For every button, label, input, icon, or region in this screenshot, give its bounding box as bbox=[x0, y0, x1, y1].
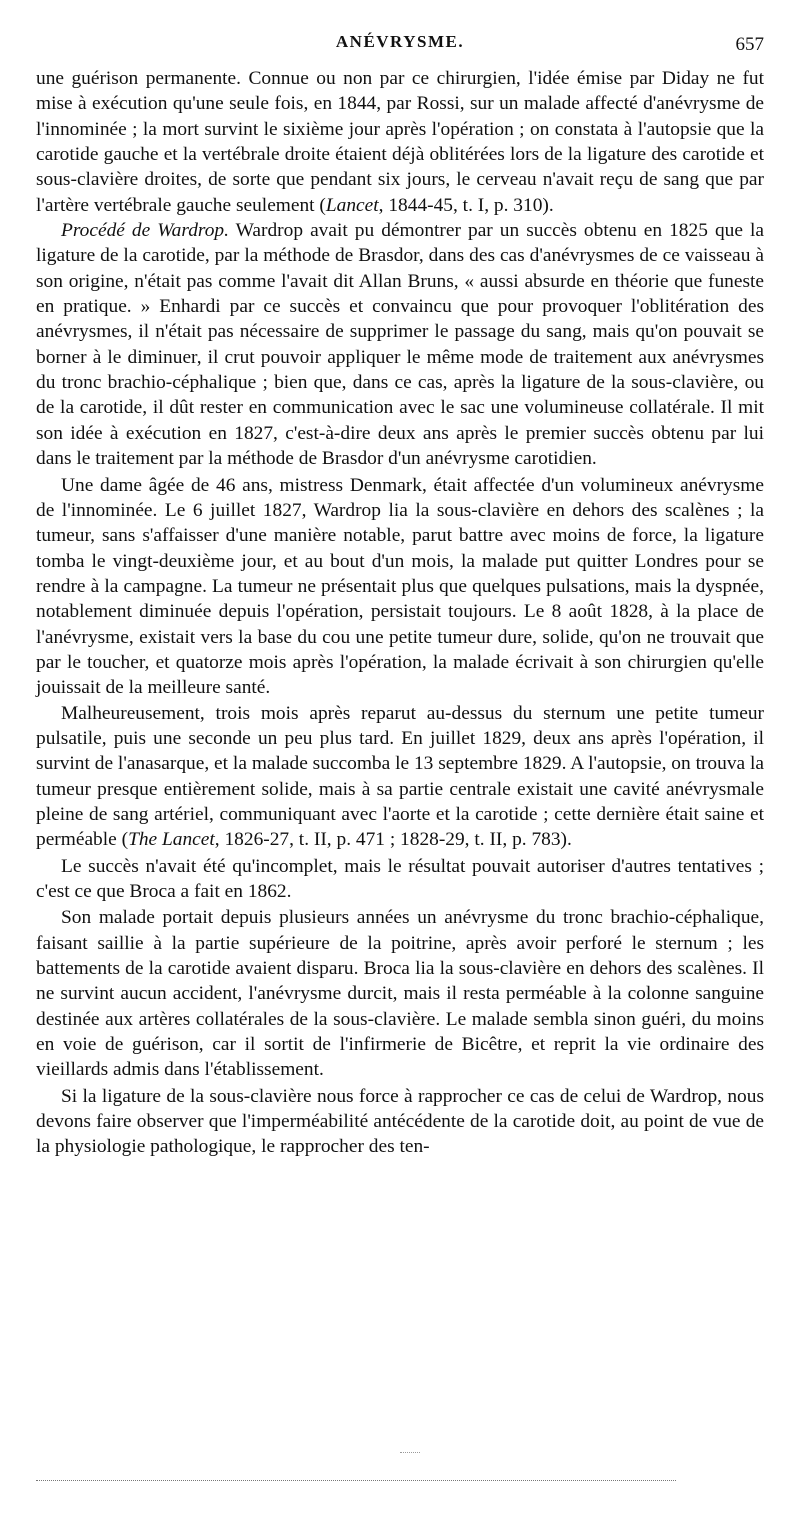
citation-the-lancet: The Lancet bbox=[128, 829, 215, 851]
paragraph-2 bbox=[36, 218, 764, 471]
paragraph-4-citation-end: , 1826-27, t. II, p. 471 ; 1828-29, t. II, p. 783). bbox=[214, 829, 572, 851]
paragraph-7-text: Si la ligature de la sous-clavière nous force à rapprocher ce cas de celui de Wardrop, nous devons faire observer que l'imperméabilité antécédente de la carotide doit, au point de vue de la physiologie pathologique, le rapprocher des ten- bbox=[36, 1085, 764, 1158]
paragraph-6-text: Son malade portait depuis plusieurs années un anévrysme du tronc brachio-céphalique, faisant saillie à la partie supérieure de la poitrine, après avoir perforé le sternum ; les battements de la carotide avaient disparu. Broca lia la sous-clavière en dehors des scalènes. Il ne survint aucun accident, l'anévrysme durcit, mais il resta perméable à la colonne sanguine destinée aux artères collatérales de la sous-clavière. Le malade sembla sinon guéri, du moins en voie de guérison, car il sortit de l'infirmerie de Bicêtre, et reprit la vie ordinaire des vieillards admis dans l'établissement. bbox=[36, 907, 764, 1081]
paragraph-4 bbox=[36, 701, 764, 853]
paragraph-1-citation-end: , 1844-45, t. I, p. 310). bbox=[378, 194, 554, 216]
paragraph-1-text: une guérison permanente. Connue ou non par ce chirurgien, l'idée émise par Diday ne fut mise à exécution qu'une seule fois, en 1844, par Rossi, sur un malade affecté d'anévrysme de l'innominée ; la mort survint le sixième jour après l'opération ; on constata à l'autopsie que la carotide gauche et la vertébrale droite étaient déjà oblitérées lors de la ligature des carotide et sous-clavière droites, de sorte que pendant six jours, le cerveau n'avait reçu de sang que par l'artère vertébrale gauche seulement ( bbox=[36, 68, 764, 216]
body-text bbox=[36, 66, 764, 1160]
section-lead-wardrop: Procédé de Wardrop. bbox=[61, 220, 229, 242]
citation-lancet: Lancet bbox=[325, 194, 379, 216]
paragraph-3 bbox=[36, 473, 764, 701]
paragraph-7 bbox=[36, 1084, 764, 1160]
paragraph-6 bbox=[36, 905, 764, 1082]
paragraph-5-text: Le succès n'avait été qu'incomplet, mais le résultat pouvait autoriser d'autres tentatives ; c'est ce que Broca a fait en 1862. bbox=[36, 855, 764, 902]
paragraph-1 bbox=[36, 66, 764, 218]
paragraph-2-text: Wardrop avait pu démontrer par un succès obtenu en 1825 que la ligature de la carotide, par la méthode de Brasdor, dans des cas d'anévrysmes de ce vaisseau à son origine, n'était pas comme l'avait dit Allan Bruns, « aussi absurde en théorie que funeste en pratique. » Enhardi par ce succès et convaincu que pour provoquer l'oblitération des anévrysmes, il n'était pas nécessaire de supprimer le passage du sang, mais qu'on pouvait se borner à le diminuer, il crut pouvoir appliquer le même mode de traitement aux anévrysmes du tronc brachio-céphalique ; bien que, dans ce cas, après la ligature de la sous-clavière, ou de la carotide, il dût rester en communication avec le sac une volumineuse collatérale. Il mit son idée à exécution en 1827, c'est-à-dire deux ans après le premier succès obtenu par lui dans le traitement par la méthode de Brasdor d'un anévrysme carotidien. bbox=[36, 220, 764, 470]
footer-dotted-rule bbox=[36, 1480, 676, 1481]
running-title: ANÉVRYSME. bbox=[335, 32, 465, 51]
running-head bbox=[36, 32, 764, 56]
paragraph-4-text: Malheureusement, trois mois après reparut au-dessus du sternum une petite tumeur pulsatile, puis une seconde un peu plus tard. En juillet 1829, deux ans après l'opération, il survint de l'anasarque, et la malade succomba le 13 septembre 1829. A l'autopsie, on trouva la tumeur presque entièrement solide, mais à sa partie centrale existait une cavité anévrysmale pleine de sang artériel, communiquant avec l'aorte et la carotide ; cette dernière était saine et perméable ( bbox=[36, 702, 764, 851]
paragraph-5 bbox=[36, 854, 764, 905]
print-mark bbox=[400, 1452, 420, 1453]
paragraph-3-text: Une dame âgée de 46 ans, mistress Denmark, était affectée d'un volumineux anévrysme de l'innominée. Le 6 juillet 1827, Wardrop lia la sous-clavière en dehors des scalènes ; la tumeur, sans s'affaisser d'une manière notable, parut battre avec moins de force, la ligature tomba le vingt-deuxième jour, et au bout d'un mois, la malade put quitter Londres pour se rendre à la campagne. La tumeur ne présentait plus que quelques pulsations, mais la dyspnée, notablement diminuée depuis l'opération, persistait toujours. Le 8 août 1828, à la place de l'anévrysme, existait vers la base du cou une petite tumeur dure, solide, qu'on ne trouvait que par le toucher, et quatorze mois après l'opération, la malade écrivait à son chirurgien qu'elle jouissait de la meilleure santé. bbox=[36, 474, 764, 699]
page-number: 657 bbox=[735, 34, 764, 55]
